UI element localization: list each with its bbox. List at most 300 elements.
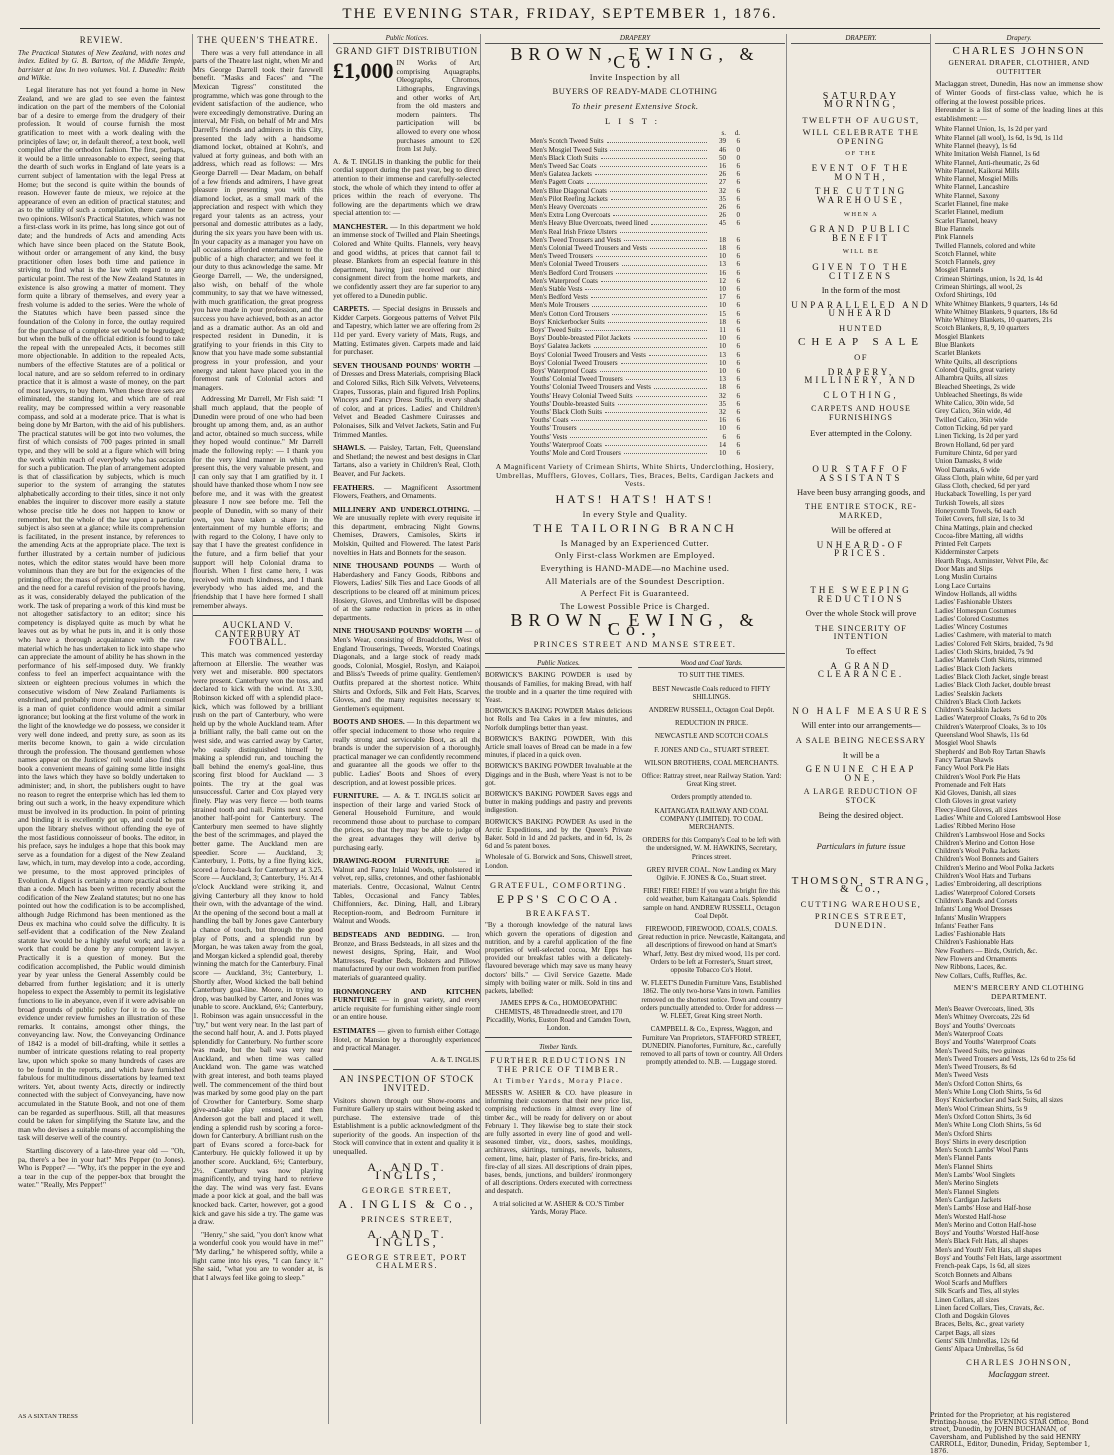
section-heading: BOOTS AND SHOES. [333, 717, 405, 727]
section-text: — Magnificent Assortment Flowers, Feathers, and Ornaments. [333, 482, 481, 501]
theatre-body-2: Addressing Mr Darrell, Mr Fish said: "I shall much applaud, that the people of Dunedin were proud of one who had been brought up among them, and, as an author and actor, obtained so much success, while they hoped would continue." Mr Darrell made the following reply: — I thank you for the very kind manner in which you present this, the very valuable present, and I can only say that I am gratified by it. I should have thanked those whom I now see before me, and it was with the greatest pleasure I now see before me. Tell the people of Dunedin, with so many of their own, you have taken a share in the entertainment of my humble efforts; and with regard to the Colony, I have only to say that I have the greatest confidence in the future, and a firm belief that your support will help Colonial drama to flourish. When I first came here, I was received with much kindness, and I thank everybody who has aided me, and the friendship that I have here formed I shall remember always. [193, 394, 323, 610]
mens-item: Men's and Youth' Felt Hats, all shapes [935, 1245, 1042, 1254]
johnson-item: Infants' Muslin Wrappers [935, 913, 1006, 922]
item-name: Youths' Mole and Cord Trousers [530, 449, 621, 458]
item-shillings: 26 [719, 170, 726, 179]
price-list-header [530, 129, 740, 137]
mens-item: Men's Oxford Shirts [935, 1129, 992, 1138]
leader-dots [634, 334, 707, 339]
johnson-item: Cocoa-fibre Matting, all widths [935, 531, 1024, 540]
johnson-item: Oxford Shirtings, 10d [935, 291, 997, 300]
borwick-ad: BORWICK'S BAKING POWDER is used by thousands of Families, for making Bread, with half the trouble and in a quarter the time required with Yeast. [485, 671, 632, 704]
leader-dots [618, 400, 707, 405]
leader-dots [607, 137, 707, 142]
johnson-item: Linen Ticking, 1s 2d per yard [935, 432, 1018, 441]
warehouse-line: THE CUTTING WAREHOUSE, [814, 186, 908, 205]
item-name: Boys' Knickerbocker Suits [530, 317, 605, 326]
johnson-item: White Whitney Blankets, 9 quarters, 14s 6d [935, 299, 1058, 308]
borwick-ad: Wholesale of G. Borwick and Sons, Chiswell street, London. [485, 853, 632, 870]
johnson-item: Ladies' Ribbed Merino Hose [935, 822, 1016, 831]
item-name: Boys' Double-breasted Pilot Jackets [530, 334, 631, 343]
list-head: LIST: [605, 115, 665, 126]
johnson-item: Children's Merino and Wool Polka Jackets [935, 863, 1054, 872]
section-heading: FEATHERS. [333, 482, 375, 492]
section-heading: CARPETS. [333, 304, 370, 314]
johnson-item: Shepherds' and Bob Roy Tartan Shawls [935, 747, 1046, 756]
johnson-item: White Whitney Blankets, 9 quarters, 18s 6d [935, 307, 1058, 316]
item-name: Men's Mosgiel Tweed Suits [530, 145, 608, 154]
item-pence: 6 [736, 285, 740, 294]
to-effect: To effect [845, 645, 877, 656]
leader-dots [610, 187, 707, 192]
mens-item: Linen faced Collars, Ties, Cravats, &c. [935, 1303, 1045, 1312]
column-theatre [192, 34, 323, 1424]
mens-item: Men's Waterproof Coats [935, 1030, 1003, 1038]
mens-item: Cloth and Dogskin Gloves [935, 1312, 1010, 1321]
leader-dots [570, 433, 707, 438]
mens-item: Men's Worsted Half-hose [935, 1212, 1006, 1221]
johnson-item: Scarlet Blankets [935, 349, 981, 358]
inglis-sections [333, 223, 481, 1053]
borwick-ad: BORWICK'S BAKING POWDER As used in the Arctic Expeditions, and by the Queen's Private Baker. Sold in 1d and 2d packets, and in 6d, 1s, 2s 6d and 5s patent boxes. [485, 817, 632, 851]
item-pence: 6 [736, 252, 740, 261]
item-shillings: 45 [719, 219, 726, 228]
section-heading: IRONMONGERY AND KITCHEN FURNITURE [333, 986, 481, 1005]
it-will-be: It will be a [842, 749, 880, 760]
price-row [530, 137, 740, 145]
item-name: Men's Real Irish Frieze Ulsters [530, 227, 617, 236]
item-shillings: 18 [719, 383, 726, 392]
price-row [530, 277, 740, 285]
item-shillings: 11 [719, 326, 726, 335]
mens-items [935, 1005, 1103, 1353]
divider [485, 875, 632, 876]
johnson-item: Printed Felt Carpets [935, 540, 991, 549]
leader-dots [605, 441, 707, 446]
johnson-item: Ladies' Mantels Cloth Skirts, trimmed [935, 656, 1042, 665]
coal-ad: GREY RIVER COAL. Now Landing ex Mary Ogilvie. F. JONES & Co., Stuart street. [646, 865, 777, 883]
johnson-trade: GENERAL DRAPER, CLOTHIER, AND OUTFITTER [948, 58, 1090, 76]
johnson-intro: Maclaggan street, Dunedin, Has now an immense show of Winter Goods of first-class value, which he is offering at the lowest possible prices. [935, 79, 1103, 106]
johnson-item: Bleached Sheetings, 2s wide [935, 382, 1016, 391]
timber-head: FURTHER REDUCTIONS IN THE PRICE OF TIMBER. [490, 1055, 627, 1074]
item-name: Men's Waterproof Coats [530, 276, 598, 285]
sale-date: TWELFTH OF AUGUST, [802, 114, 920, 125]
masthead: THE EVENING STAR, FRIDAY, SEPTEMBER 1, 1876. [20, 6, 1100, 29]
price-row [530, 433, 740, 441]
offered-line: Will be offered at [831, 525, 891, 536]
ever-line: Ever attempted in the Colony. [810, 427, 912, 438]
firm-name-2: BROWN, EWING, & Co., [510, 610, 760, 639]
mens-item: Men's Cardigan Jackets [935, 1195, 1002, 1204]
gift-text: IN Works of Art, comprising Aquagraphs, Oleographs, Chromos, Lithographs, Engravings, and other works of Art, from the old masters and modern painters. The participation will be allowed to every one whose purchases amount to £20 from 1st July. [396, 58, 481, 154]
price-row [530, 236, 740, 244]
johnson-item: White Flannel, Mosgiel Mills [935, 175, 1018, 184]
price-row [530, 318, 740, 326]
mens-item: Men's White Long Cloth Shirts, 5s 6d [935, 1088, 1041, 1097]
johnson-item: Toilet Covers, full size, 1s to 3d [935, 515, 1025, 524]
firm-address: PRINCES STREET AND MANSE STREET. [533, 638, 737, 649]
review-tail: Startling discovery of a late-three year old — "Oh, pa, there's a bee in your hat!" Mrs Pepper (to Jones). Who is Pepper? — "Why, it's the pepper in the eye and a tear in the cup of the pepper-box that brought the water." "Really, Mrs Pepper!" [18, 1146, 185, 1190]
price-row [530, 260, 740, 268]
price-row [530, 359, 740, 367]
johnson-item: Long Muslin Curtains [935, 573, 997, 582]
mens-item: Boys' and Youths' Felt Hats, large assortment [935, 1254, 1062, 1263]
price-row [530, 211, 740, 219]
inglis-section [333, 988, 481, 1022]
item-pence: 6 [736, 432, 740, 441]
price-row [530, 178, 740, 186]
drapery-label-2: DRAPERY. [791, 34, 931, 44]
item-pence: 6 [736, 301, 740, 310]
benefit-line: GRAND PUBLIC BENEFIT [809, 224, 913, 243]
tailoring-line: The Lowest Possible Price is Charged. [560, 600, 710, 611]
item-name: Youths' Waterproof Coats [530, 440, 602, 449]
section-heading: NINE THOUSAND POUNDS' WORTH [333, 626, 463, 636]
theatre-title: THE QUEEN'S THEATRE. [197, 35, 319, 45]
tailoring-lines [485, 539, 785, 611]
inglis-section [333, 627, 481, 713]
johnson-item: White Flannel Union, 1s, 1s 2d per yard [935, 125, 1048, 134]
price-rows [530, 137, 740, 457]
inglis-section [333, 305, 481, 357]
review-lead: The Practical Statutes of New Zealand, with notes and index. Edited by G. B. Barton, of the Middle Temple, barrister at law. In two volumes. Vol. I. Dunedin: Reith and Wilkie. [18, 47, 185, 83]
section-text: — A. & T. INGLIS solicit an inspection of their large and varied Stock of General Household Furniture, and would recommend those about to purchase to compare the prices, so that they may be able to judge of the great advantages they will derive by purchasing early. [333, 791, 481, 852]
item-shillings: 32 [719, 408, 726, 417]
leader-dots [596, 252, 707, 257]
section-heading: SHAWLS. [333, 443, 366, 453]
price-row [530, 285, 740, 293]
item-name: Youths' Trousers [530, 424, 577, 433]
leader-dots [571, 416, 707, 421]
johnson-item: Brown Holland, 6d per yard [935, 440, 1014, 449]
item-pence: 6 [736, 391, 740, 400]
price-row [530, 187, 740, 195]
mens-item: Men's White Long Cloth Shirts, 5s 6d [935, 1121, 1041, 1130]
johnson-item: Pink Flannels [935, 233, 974, 242]
mens-item: Men's Oxford Cotton Shirts, 6s [935, 1079, 1023, 1088]
sincerity-line: THE SINCERITY OF INTENTION [815, 622, 907, 642]
desired-line: Being the desired object. [818, 810, 904, 821]
hats-sub: In every Style and Quality. [582, 508, 688, 519]
item-pence: 6 [736, 244, 740, 252]
leader-dots [591, 293, 707, 298]
leader-dots [595, 170, 707, 175]
of-the: OF THE [845, 149, 877, 157]
mens-item: Silk Scarfs and Ties, all styles [935, 1287, 1020, 1296]
coal-ad: FIREWOOD, FIREWOOD, COALS, COALS. Great reduction in price. Newcastle, Kaitangata, and all descriptions of firewood on hand at Smart's Wharf, Jetty. Best dry mixed wood, 11s per cord. Orders to be left at Forrester's, Stuart street, opposite Tobacco Co's Hotel. [638, 925, 785, 975]
johnson-item: Children's Wool Bonnets and Gaiters [935, 855, 1039, 864]
item-name: Boys' Colonial Tweed Trousers and Vests [530, 350, 646, 359]
mens-item: Linen Collars, all sizes [935, 1295, 1000, 1304]
mens-head: MEN'S MERCERY AND CLOTHING DEPARTMENT. [953, 982, 1085, 1001]
johnson-item: Furniture Chintz, 6d per yard [935, 448, 1017, 457]
leader-dots [600, 162, 707, 167]
item-name: Men's Tweed Sac Coats [530, 161, 597, 170]
johnson-item: Children's Black Cloth Jackets [935, 697, 1021, 706]
item-shillings: 46 [719, 145, 726, 154]
johnson-item: Crimean Shirtings, union, 1s 2d, 1s 4d [935, 274, 1043, 283]
johnson-item: White Whitney Blankets, 10 quarters, 21s [935, 316, 1053, 325]
item-name: Boys' Colonial Tweed Trousers [530, 358, 618, 367]
item-name: Youths' Colonial Tweed Trousers and Vests [530, 383, 651, 392]
johnson-item: New Ribbons, Laces, &c. [935, 963, 1007, 972]
of-line: OF [854, 352, 868, 363]
johnson-item: Cotton Ticking, 6d per yard [935, 424, 1013, 433]
inglis-section [333, 362, 481, 439]
mens-item: Men's Scotch Lambs' Wool Pants [935, 1146, 1029, 1155]
variety-text: A Magnificent Variety of Crimean Shirts, White Shirts, Underclothing, Hosiery, Umbrellas, Mufflers, Gloves, Collars, Ties, Braces, Belts, Cardigan Jackets and Vests. [495, 462, 775, 489]
leader-dots [594, 342, 707, 347]
coal-ad: NEWCASTLE AND SCOTCH COALS [655, 732, 768, 741]
leader-dots [621, 359, 707, 364]
price-row [530, 195, 740, 203]
item-pence: 0 [736, 211, 740, 220]
johnson-item: Kid Gloves, Danish, all sizes [935, 789, 1017, 798]
coal-ad: ORDERS for this Company's Coal to be left with the undersigned, W. M. HAWKINS, Secretary, Princes street. [642, 836, 781, 861]
enter-line: Will enter into our arrangements— [801, 720, 921, 731]
leader-dots [650, 244, 707, 249]
lower-left [485, 659, 632, 1220]
johnson-item: Colored Quilts, great variety [935, 365, 1016, 374]
item-shillings: 18 [719, 317, 726, 326]
johnson-item: Promenade and Felt Hats [935, 780, 1006, 789]
section-text: — in Walnut and Fancy Inlaid Woods, upholstered in velvet, rep, silks, cretonnes, and other fashionable materials. Centre, Occasional, Walnut Centre Tables, Occasional and Fancy Tables, Chiffonniers, &c. Dining, Hall, and Library Reception-room, and Bedroom Furniture in Walnut and Woods. [333, 856, 481, 926]
leader-dots [626, 375, 707, 380]
sweeping-line: THE SWEEPING REDUCTIONS [810, 584, 912, 604]
epps-sub: BREAKFAST. [525, 908, 592, 919]
johnson-item: Children's Lambswool Hose and Socks [935, 830, 1045, 839]
coal-ads [638, 671, 785, 1066]
item-pence: 6 [736, 137, 740, 146]
item-name: Boys' Tweed Suits [530, 326, 582, 335]
johnson-item: Ladies' Homespun Costumes [935, 606, 1017, 615]
mens-item: Men's Flannel Pants [935, 1154, 992, 1163]
mens-item: French-peak Caps, 1s 6d, all sizes [935, 1262, 1031, 1271]
public-notices-label: Public Notices. [333, 34, 481, 44]
item-pence: 6 [736, 326, 740, 335]
address-3-name: A. AND T. INGLIS, [367, 1226, 447, 1250]
section-text: — of Men's Wear, consisting of Broadcloths, West of England Trouserings, Tweeds, Worsted Coatings, Diagonals, and a large stock of ready made goods, Colonial, Mosgiel, Roslyn, and Kaiapoi, and Bliss's Tweeds of prime quality. Gentlemen's Outfits prepared at the shortest notice. White Shirts and Oxfords, Silk and Felt Hats, Scarves, Gloves, and the many requisites necessary to Gentlemen's equipment. [333, 626, 481, 713]
item-name: Men's Extra Long Overcoats [530, 211, 611, 220]
leader-dots [620, 228, 707, 233]
section-heading: BEDSTEADS AND BEDDING. [333, 930, 445, 939]
johnson-item: Children's Wool Polka Jackets [935, 847, 1020, 856]
mens-item: Boys' and Youths' Overcoats [935, 1021, 1015, 1030]
leader-dots [585, 285, 707, 290]
johnson-item: Scotch Flannels, grey [935, 258, 996, 267]
leader-dots [611, 195, 707, 200]
address-2-street: PRINCES STREET, [360, 1214, 454, 1225]
item-pence: 6 [736, 383, 740, 392]
leader-dots [601, 277, 707, 282]
johnson-item: New Feathers — Birds, Ostrich, &c. [935, 946, 1038, 955]
borwick-ad: BORWICK'S BAKING POWDER Makes delicious hot Rolls and Tea Cakes in a few minutes, and Norfolk dumplings better than yeast. [485, 707, 632, 732]
item-pence: 6 [736, 449, 740, 458]
item-name: Boys' Galatea Jackets [530, 342, 591, 351]
johnson-item: Children's Wool Hats and Turbans [935, 872, 1031, 881]
item-shillings: 32 [719, 391, 726, 400]
price-row [530, 203, 740, 211]
when-a: WHEN A [843, 210, 879, 218]
johnson-item: Children's Merino and Cotton Hose [935, 838, 1035, 847]
johnson-item: Kidderminster Carpets [935, 548, 999, 557]
divider [485, 1037, 632, 1038]
sale-day: SATURDAY MORNING, [822, 90, 900, 111]
mens-item: Men's Black Felt Hats, all shapes [935, 1237, 1029, 1246]
mens-item: Wool Scarfs and Mufflers [935, 1278, 1008, 1287]
johnson-item: White Calico, 30in wide, 5d [935, 399, 1014, 408]
price-row [530, 162, 740, 170]
item-pence: 0 [736, 153, 740, 162]
inglis-section [333, 223, 481, 300]
inglis-section [333, 506, 481, 558]
cheap-sale: CHEAP SALE [798, 336, 924, 349]
item-name: Men's Mole Trousers [530, 301, 590, 310]
item-shillings: 16 [719, 161, 726, 170]
section-text: — given to furnish either Cottage, Hotel, or Mansion by a thoroughly experienced and practical Manager. [333, 1025, 481, 1053]
coal-ad: KAITANGATA RAILWAY AND COAL COMPANY (LIMITED). TO COAL MERCHANTS. [654, 806, 769, 832]
section-heading: SEVEN THOUSAND POUNDS' WORTH [333, 360, 471, 370]
section-heading: FURNITURE. [333, 791, 379, 801]
price-row [530, 310, 740, 318]
johnson-item: Children's Waterproof Cloaks, 3s to 10s [935, 722, 1047, 731]
item-shillings: 10 [719, 285, 726, 294]
johnson-item: Children's Bands and Corsets [935, 896, 1018, 905]
coal-ad: Orders promptly attended to. [671, 793, 752, 802]
divider [485, 653, 785, 654]
item-shillings: 15 [719, 309, 726, 318]
leader-dots [649, 351, 707, 356]
unheard-line: UNHEARD-OF PRICES. [816, 539, 906, 559]
johnson-item: Fancy Tartan Shawls [935, 755, 994, 764]
leader-dots [601, 154, 707, 159]
item-name: Men's Colonial Tweed Trousers and Vests [530, 244, 647, 252]
sale-necessary: A SALE BEING NECESSARY [795, 734, 927, 745]
item-shillings: 17 [719, 293, 726, 302]
johnson-items [935, 125, 1103, 980]
price-row [530, 252, 740, 260]
johnson-item: Glass Cloth, checked, 6d per yard [935, 482, 1030, 491]
drapery-label: DRAPERY [485, 34, 785, 44]
price-row [530, 441, 740, 449]
genuine-line: GENUINE CHEAP ONE, [805, 764, 917, 783]
coal-ad: TO SUIT THE TIMES. [678, 671, 745, 680]
leader-dots [600, 367, 707, 372]
drapery-line: DRAPERY, MILLINERY, AND [804, 366, 918, 386]
johnson-item: Children's Fashionable Hats [935, 938, 1014, 947]
leader-dots [616, 269, 707, 274]
leader-dots [585, 326, 707, 331]
review-body: Legal literature has not yet found a home in New Zealand, and we are glad to see even the faintest indication on the part of the members of the Colonial bar of a desire to emerge from the drudgery of their profession. It would of course furnish the most gratification to meet with a work dealing with the principles of law; or, in default thereof, a text book, well compiled after the orthodox fashion. The first, perhaps, it would be a little unreasonable to expect, seeing that the dearth of such works in England of late years is a current subject of lamentation with the legal Press at Home; but the second is quite within the bounds of reason. However faute de mieux, we rejoice at the appearance of even an edition of practical statutes; and as to the utility of such a compilation, there cannot be two opinions. Wilson's Practical Statutes, which was not a first-class work in its prime, has long since got out of date; and the hundreds of Acts and amending Acts which have since been placed on the Statute Book, without order or arrangement of any kind, the busy practitioner often loses both time and patience in striving to find what is the law with regard to any particular point. The rest of the New Zealand Statutes in existence is also growing a matter of moment. They form quite a library of themselves, and every year a fresh volume is added to the series. Were the whole of the Statutes which have been passed since the foundation of the Colony in force, the outlay required for the purchase of a complete set would be begrudged; but when the bulk of the official edition is found to take the repeal with the unrepealed Acts, it becomes still more objectionable. In addition to the repealed Acts, numbers of the effective Statutes are of a political or local nature, and are so seldom referred to in ordinary practice that it is almost a waste of money, on the part of most lawyers, to buy them. When these three sets are eliminated, the standing lot, and which are of real reality, may be compressed within a very reasonable compass, and sold at a moderate price. That is what is being done by Mr Barton, with the aid of his publishers. The practical statutes will be got into two volumes, the first of which consists of 700 pages printed in small type, and they will be sold at a figure which will bring the work within reach of everybody who has occasion for such a publication. The plan of arrangement adopted is that of classification by subjects, which is much superior to the system of arranging the statutes alphabetically according to their titles, since it not only enables the inquirer to discover more easily a statute whose precise title he does not happen to know or remember, but the whole of the law upon a particular subject is also seen at a glance; while its comprehension is facilitated, in the present instance, by references to the amending Acts at the appropriate place. The text is further illustrated by a certain number of judicious notes, which the editor states would have been more voluminous than they are but for the exigencies of the printing office; the mass of printing required to be done, and the need for a careful revision of the proofs having, as it was, considerably delayed the publication of the work. The task of preparing a work of this kind must be not altogether satisfactory to an editor; since his competency is displayed quite as much by what he leaves out as by what he puts in, and it is only those who have a thorough acquaintance with the raw material which he has undertaken to lick into shape who can appreciate the amount of ability he has shown in the performance of his self-imposed duty. We frankly confess to feel an imperfect acquaintance with the sixteen or eighteen precious volumes in which the consecutive wisdom of New Zealand Parliaments is enshrined, and probably more than one eminent counsel is a man of quiet confidence would admit a similar ignorance; but looking at the first volume of the work in the light of the knowledge we do possess, we consider it very well done indeed, and pretty sure, as soon as its merits become known, to gain a wide circulation through the profession. The thousand gentlemen whose names appear on the Justices' roll would also find this book a convenient means of gaining some little insight into the laws which they have so boldly undertaken to administer; and, in short, the publishers ought to have no reason to regret the enterprise which has led them to bring out such a work, in the heavy expenditure which must be involved in its production. In point of printing and binding it is excellently got up, and could be put upon the library shelves without offending the eye of the most fastidious connoisseur of books. The editor, in his preface, says he indulges a hope that this book may serve as a foundation for a digest of the New Zealand law, which, in turn, may develop into a code, according, we presume, to the most approved principles of Evolution. A digest is certainly a more practical scheme than a code. Much has been written recently about the codification of the New Zealand statutes; but no one has pointed out how the codification is to be accomplished, although Judge Richmond has been mentioned as the Deus ex machina who could solve the difficulty. It is self-evident that a codification of the New Zealand statute law would be a highly useful work; and it is a work that could be done by any competent lawyer. Practically it is a question of money. But the codification accomplished, the Public would diminish year by year unless the General Assembly could be debarred from further legislation; and it is utterly hopeless to expect the Assembly to permit its legislative functions to lie in abeyance, even if it were advisable on broad grounds of public policy for it to do so. The evidence under review furnishes an illustration of these remarks. It contains, amongst other things, the conveyancing law. Now, the Conveyancing Ordinance of 1842 is a model of bill-drafting, while it settles a number of intricate questions relating to real property law, upon which spoke so many hundreds of cases are to be found in the reports, and which have furnished fabulous for multitudinous dissertations by learned text writers. Yet, about twenty Acts, directly or indirectly connected with the subject of Conveyancing, have now accumulated in the Statute Book, and not one of them can be regarded as superfluous. Still, all that measures could be taken for simplifying the Statute law, and the man who devises a suitable means of accomplishing the task will deserve well of the country. [18, 84, 185, 1143]
lower-right [638, 659, 785, 1220]
tailoring-line: A Perfect Fit is Guaranteed. [580, 588, 690, 599]
item-name: Youths' Double-breasted Suits [530, 399, 615, 408]
johnson-item: Mosgiel Blankets [935, 332, 985, 341]
item-pence: 6 [736, 424, 740, 433]
inglis-section [333, 857, 481, 926]
particulars-line: Particulars in future issue [816, 841, 906, 852]
johnson-item: Ladies' Cloth Skirts, braided, 7s 9d [935, 648, 1034, 657]
item-name: Men's Black Cloth Suits [530, 153, 598, 162]
no-half-line: NO HALF MEASURES [792, 705, 930, 716]
item-name: Men's Pagett Coats [530, 178, 584, 187]
johnson-item: Cloth Gloves in great variety [935, 797, 1017, 806]
mens-item: Scotch Bonnets and Albans [935, 1270, 1012, 1279]
buyers-line: BUYERS OF READY-MADE CLOTHING [552, 86, 718, 97]
item-name: Youths' Vests [530, 432, 568, 441]
coal-ad: BEST Newcastle Coals reduced to FIFTY SHILLINGS. [652, 684, 771, 701]
item-shillings: 32 [719, 186, 726, 195]
johnson-item: Mosgiel Flannels [935, 266, 984, 275]
item-name: Youths' Black Cloth Suits [530, 408, 602, 417]
coal-ad: W. FLEET'S Dunedin Furniture Vans, Established 1862. The only two-horse Vans in town. Families removed on the shortest notice. Town and country orders punctually attended to. Order for address — W. FLEET, Great King street North. [640, 979, 783, 1021]
leader-dots [600, 203, 707, 208]
busy-line: Have been busy arranging goods, and [797, 487, 925, 498]
item-name: Men's Bedford Vests [530, 293, 588, 302]
item-shillings: 10 [719, 424, 726, 433]
leader-dots [654, 383, 707, 388]
price-row [530, 228, 740, 236]
item-name: Men's Cotton Cord Trousers [530, 309, 610, 318]
johnson-item: Fancy Wool Pork Pie Hats [935, 764, 1009, 773]
clothing-line: CLOTHING, [823, 389, 899, 400]
johnson-item: Scarlet Flannel, heavy [935, 216, 998, 225]
coal-ad: REDUCTION IN PRICE. [675, 719, 748, 728]
item-pence: 6 [736, 358, 740, 367]
item-shillings: 16 [719, 268, 726, 277]
johnson-sign: CHARLES JOHNSON, [966, 1356, 1072, 1367]
item-shillings: 16 [719, 416, 726, 425]
borwick-ad: BORWICK'S BAKING POWDER Invaluable at the Diggings and in the Bush, where Yeast is not to be got. [485, 762, 632, 787]
coal-ad: FIRE! FIRE! FIRE! If you want a bright fire this cold weather, burn Kaitangata Coals. Splendid sample on hand. ANDREW RUSSELL, Octagon Coal Depôt. [643, 887, 780, 920]
price-row [530, 293, 740, 301]
johnson-item: Turkish Towels, all sizes [935, 498, 1005, 507]
tailoring-line: Everything is HAND-MADE—no Machine used. [540, 563, 730, 574]
johnson-item: White Flannel, Anti-rheumatic, 2s 6d [935, 158, 1040, 167]
item-pence: 6 [736, 219, 740, 228]
johnson-item: Ladies' Waterproof Colored Corsets [935, 888, 1036, 897]
item-shillings: 26 [719, 211, 726, 220]
item-name: Men's Heavy Overcoats [530, 202, 597, 211]
johnson-item: White Quilts, all descriptions [935, 357, 1018, 366]
item-shillings: 50 [719, 153, 726, 162]
unparalleled-line: UNPARALLELED AND UNHEARD [791, 299, 931, 319]
inglis-section [333, 718, 481, 787]
epps-sign: JAMES EPPS & Co., HOMOEOPATHIC CHEMISTS, 48 Threadneedle street, and 170 Piccadilly, Works, Euston Road and Camden Town, London. [486, 999, 631, 1032]
leader-dots [624, 236, 707, 241]
reduction-line: A LARGE REDUCTION OF STOCK [803, 787, 919, 805]
item-name: Men's Galatea Jackets [530, 170, 592, 179]
item-name: Men's Blue Diagonal Coats [530, 186, 607, 195]
price-row [530, 334, 740, 342]
item-pence: 6 [736, 161, 740, 170]
item-pence: 6 [736, 178, 740, 187]
johnson-item: Ladies' Embroidering, all descriptions [935, 880, 1042, 889]
theatre-body-1: There was a very full attendance in all parts of the Theatre last night, when Mr and Mrs George Darrell took their farewell benefit. "Masks and Faces" and "The Mexican Tigress" constituted the programme, which was gone through to the evident satisfaction of the audience, who were exceedingly demonstrative. During an interval, Mr Fish, on behalf of Mr and Mrs Darrell's friends and admirers in this City, presented the lady with a handsome diamond locket, obtained at Kohn's, and valued at forty guineas, and both with an address, which read as follows: — Mrs George Darrell — Dear Madam, on behalf of a few friends and admirers, I have great pleasure in presenting you with this diamond locket, as a small mark of the appreciation and respect with which they regard your talents as an actress, your personal and domestic attributes as a lady, during the six years you have been with us. In your capacity as a manager you have on all occasions afforded entertainment to the public of a high character; and we feel it our duty to thus acknowledge the same. Mr George Darrell, — We, the undersigned, also wish, on behalf of the whole community, to say that we have witnessed, with much gratification, the great progress you have made in your profession, and the success you have achieved, both as an actor and as a dramatic author. As an old and respected resident in Dunedin, it is gratifying to your friends in this City to know that you have made some substantial progress in your profession, and your energy and talent have placed you in the foremost rank of Colonial actors and managers. [193, 47, 323, 392]
firm-name: BROWN, EWING, & Co. [510, 43, 760, 73]
item-name: Men's Heavy Blue Overcoats, tweed lined [530, 219, 648, 228]
johnson-item: Children's Wool Pork Pie Hats [935, 772, 1021, 781]
price-row [530, 351, 740, 359]
item-pence: 6 [736, 194, 740, 203]
item-shillings [710, 228, 726, 236]
section-text: — of Dresses and Dress Materials, comprising Black and Colored Silks, Rich Silk Velvets, Velveteens, Crapes, Tussoras, plain and figured Irish Poplins, Winceys and Fancy Dress Stuffs, in every shade of color, and at prices. Ladies' and Children's Velvet and Beaded Cashmere Cuirasses and Polonaises, Silk and Velvet Jackets, Satin and Fur Trimmed Mantles. [333, 360, 481, 439]
price-row [530, 269, 740, 277]
mens-item: Boys' Knickerbocker and Sack Suits, all sizes [935, 1096, 1063, 1105]
column-review [18, 34, 185, 1424]
johnson-item: Ladies' Colored Costumes [935, 614, 1009, 623]
